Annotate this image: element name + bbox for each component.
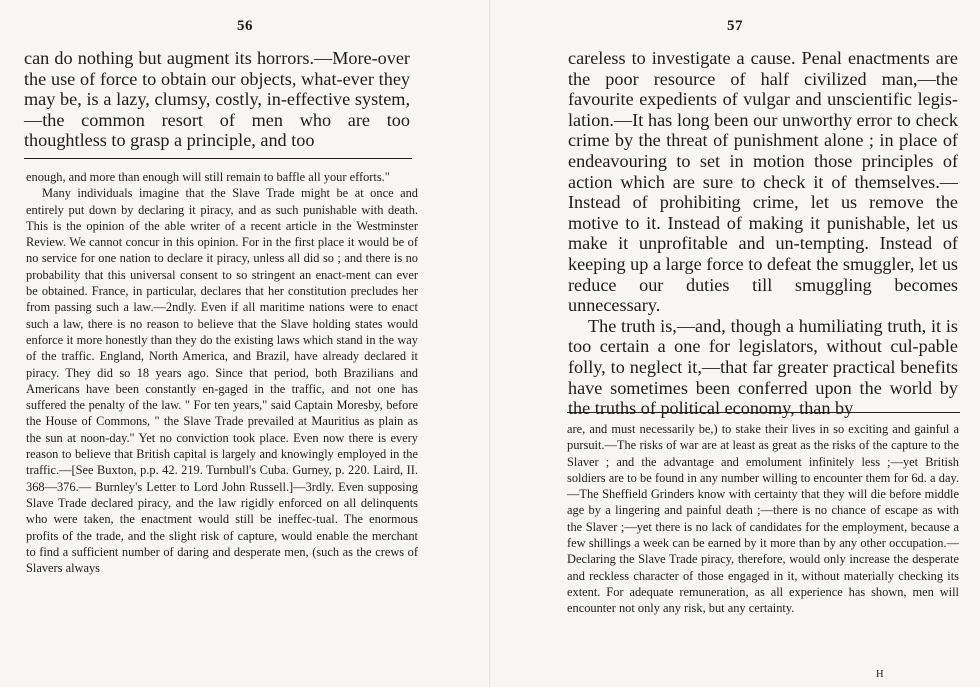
footnote [26, 169, 418, 576]
body-text [24, 48, 410, 151]
page-number: 57 [727, 18, 743, 34]
footnote-paragraph: Many individuals imagine that the Slave Trade might be at once and entirely put down by declaring it piracy, and as such punishable with death. This is the opinion of the able writer of a recent article in the Westminster Review. We cannot concur in this opinion. For in the first place it would be of no service for one nation to declare it piracy, unless all did so ; and there is no probability that this universal consent to so stringent an enact-ment can ever be obtained. France, in particular, declares that her constitution precludes her from passing such a law.—2ndly. Even if all maritime nations were to enact such a law, there is no reason to believe that the Slave holding states would enforce it more honestly than they do the existing laws which stand in the way of the traffic. England, North America, and Brazil, have already declared it piracy. They did so 18 years ago. Since that period, both Brazilians and Americans have been constantly en-gaged in the traffic, and not one has suffered the penalty of the law. " For ten years," said Captain Moresby, before the House of Commons, " the Slave Trade prevailed at Mauritius as plain as the sun at noon-day." Yet no conviction took place. Even now there is every reason to believe that British capital is largely and knowingly employed in the traffic.—[See Buxton, p.p. 42. 219. Turnbull's Cuba. Gurney, p. 220. Laird, II. 368—376.— Burnley's Letter to Lord John Russell.]—3rdly. Even supposing Slave Trade declared piracy, and the law rigidly enforced on all delinquents who were taken, the enactment would still be ineffec-tual. The enormous profits of the trade, and the slight risk of capture, would enable the merchant to find a sufficient number of daring and desperate men, (such as the crews of Slavers always [26, 186, 418, 576]
footnote-rule [24, 158, 412, 159]
paragraph: careless to investigate a cause. Penal enactments are the poor resource of half civilized man,—the favourite expedients of vulgar and unscientific legis-lation.—It has long been our unworthy error to check crime by the threat of punishment alone ; in place of endeavouring to set in motion those principles of action which are sure to check it of themselves.—Instead of prohibiting crime, let us remove the motive to it. Instead of making it punishable, let us make it unprofitable and un-tempting. Instead of keeping up a large force to defeat the smuggler, let us reduce our duties till smuggling becomes unnecessary. [568, 48, 958, 316]
body-text [568, 48, 958, 419]
paragraph: can do nothing but augment its horrors.—More-over the use of force to obtain our objects, what-ever they may be, is a lazy, clumsy, costly, in-effective system,—the common resort of men who are too thoughtless to grasp a principle, and too [24, 48, 410, 151]
footnote [567, 421, 959, 617]
footnote-rule [567, 412, 960, 413]
page-number: 56 [237, 18, 253, 34]
signature-mark: H [876, 669, 885, 680]
footnote-paragraph: enough, and more than enough will still remain to baffle all your efforts." [26, 170, 390, 184]
paragraph: The truth is,—and, though a humiliating truth, it is too certain a one for legislators, without cul-pable folly, to neglect it,—that far greater practical benefits have sometimes been conferred upon the world by the truths of political economy, than by [568, 315, 958, 419]
footnote-paragraph: are, and must necessarily be,) to stake their lives in so exciting and gainful a pursuit.—The risks of war are at least as great as the risks of the capture to the Slaver ; and the advantage and emolument infinitely less ;—yet British soldiers are to be found in any number willing to encounter them for 6d. a day.—The Sheffield Grinders know with certainty that they will die before middle age by a lingering and painful death ;—there is no chance of escape as with the Slaver ;—yet there is no lack of candidates for the employment, because a few shillings a week can be earned by it more than by any other occupation.—Declaring the Slave Trade piracy, therefore, would only increase the desperate and reckless character of those engaged in it, without materially checking its extent. For adequate remuneration, as all experience has shown, men will encounter not only any risk, but any certainty. [567, 422, 959, 616]
